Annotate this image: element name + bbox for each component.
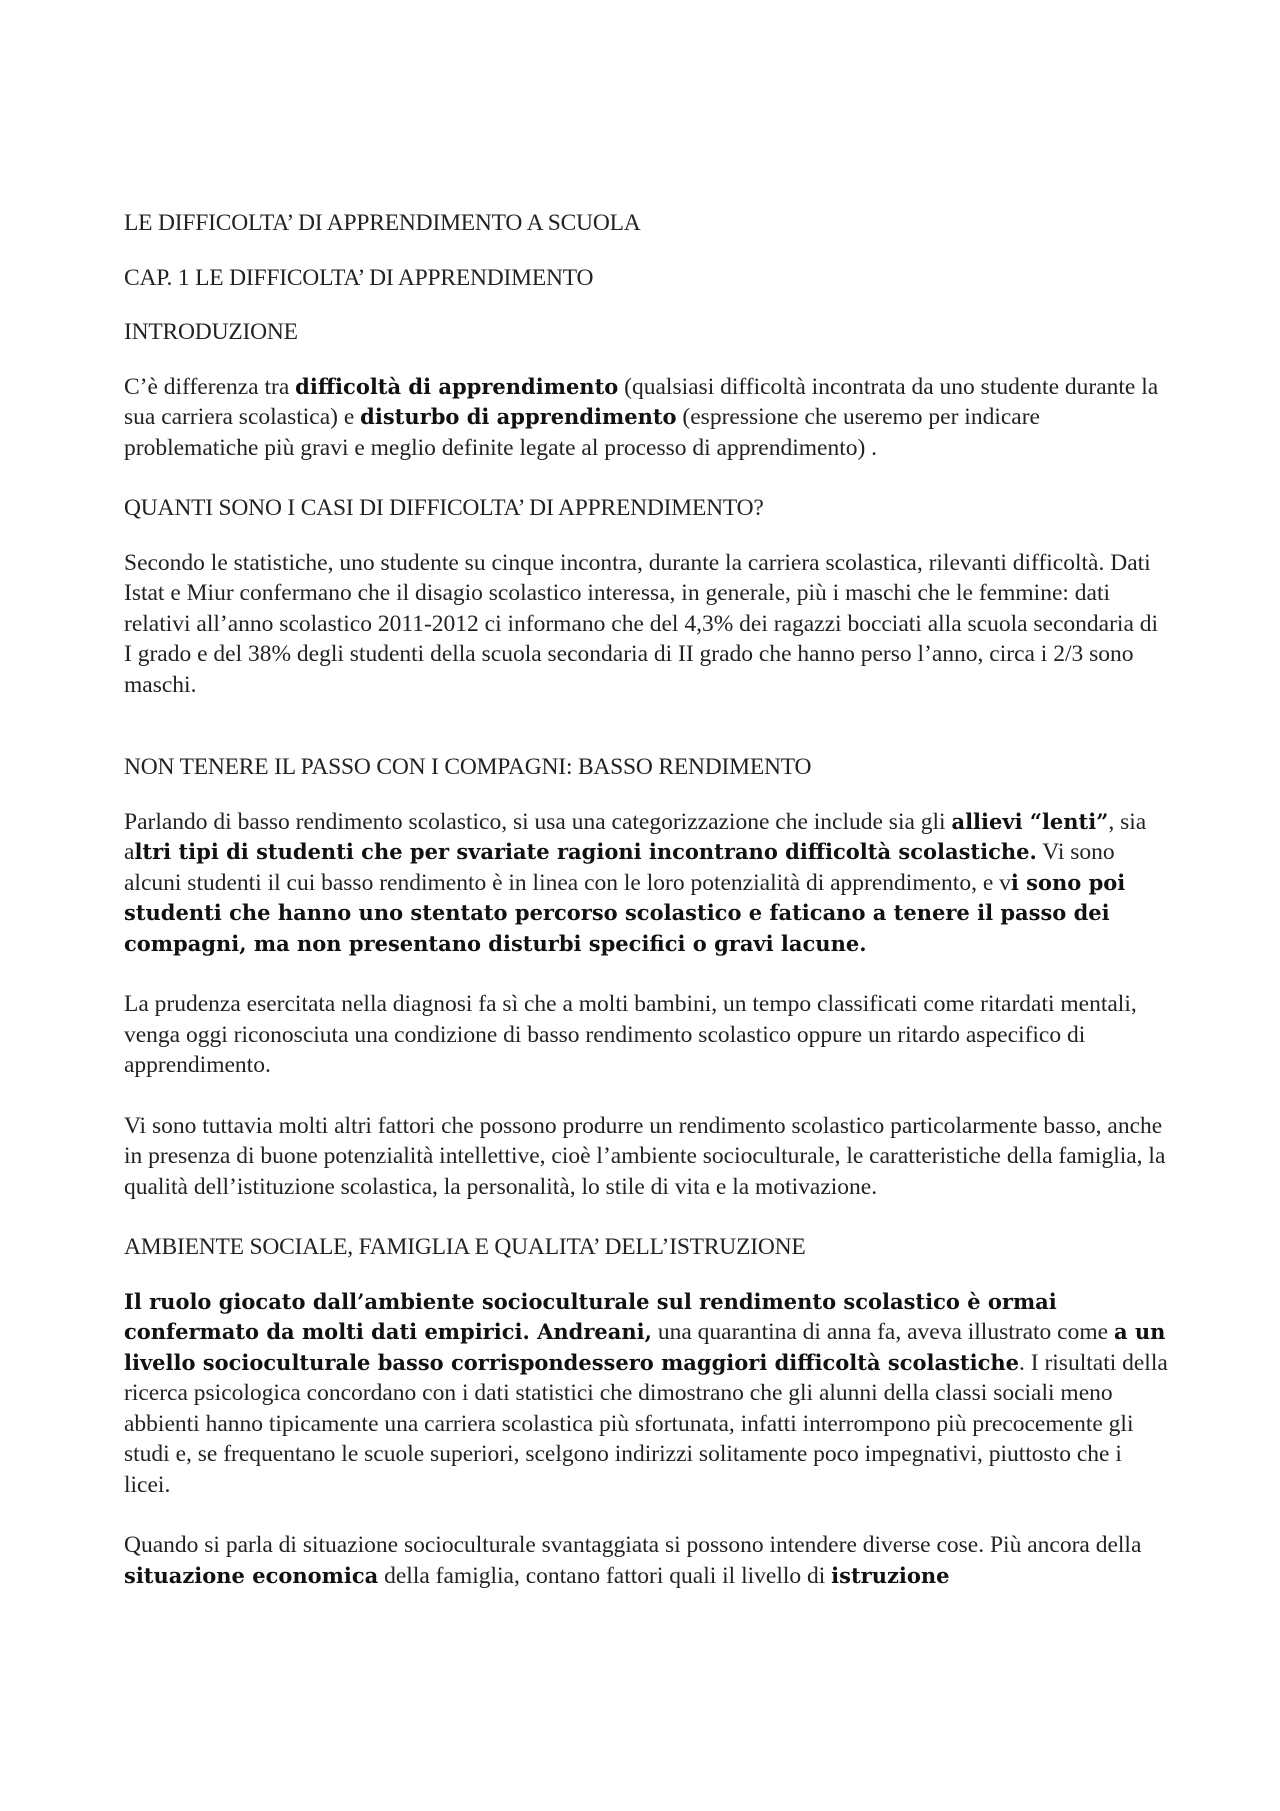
bold-run: a un livello socioculturale basso corrispondessero maggiori difficoltà scolastiche bbox=[124, 1319, 1166, 1375]
text-run: Parlando di basso rendimento scolastico, si usa una categorizzazione che include sia gli bbox=[124, 808, 952, 835]
bold-run: difficoltà di apprendimento bbox=[295, 373, 619, 399]
section-heading-ambiente-sociale: AMBIENTE SOCIALE, FAMIGLIA E QUALITA’ DELL’ISTRUZIONE bbox=[124, 1234, 806, 1260]
paragraph-prudenza: La prudenza esercitata nella diagnosi fa sì che a molti bambini, un tempo classificati come ritardati mentali, venga oggi riconosciuta una condizione di basso rendimento scolastico oppure un ritardo aspecifico di apprendimento. bbox=[124, 991, 1137, 1078]
paragraph-fattori: Vi sono tuttavia molti altri fattori che possono produrre un rendimento scolastico particolarmente basso, anche in presenza di buone potenzialità intellettive, cioè l’ambiente socioculturale, le caratteristiche della famiglia, la qualità dell’istituzione scolastica, la personalità, lo stile di vita e la motivazione. bbox=[124, 1112, 1166, 1200]
paragraph-ruolo bbox=[124, 1287, 1170, 1501]
text-run: . I risultati della ricerca psicologica concordano con i dati statistici che dimostrano che gli alunni della classi sociali meno abbienti hanno tipicamente una carriera scolastica più sfortunata, infatti interrompono più precocemente gli studi e, se frequentano le scuole superiori, scelgono indirizzi solitamente poco impegnativi, piuttosto che i licei. bbox=[124, 1349, 1168, 1498]
text-run: Quando si parla di situazione socioculturale svantaggiata si possono intendere diverse cose. Più ancora della bbox=[124, 1532, 1142, 1558]
text-run: della famiglia, contano fattori quali il livello di bbox=[378, 1562, 832, 1589]
bold-run: allievi “lenti” bbox=[951, 808, 1109, 834]
paragraph-statistiche: Secondo le statistiche, uno studente su cinque incontra, durante la carriera scolastica, rilevanti difficoltà. Dati Istat e Miur confermano che il disagio scolastico interessa, in generale, più i maschi che le femmine: dati relativi all’anno scolastico 2011-2012 ci informano che del 4,3% dei ragazzi bocciati alla scuola secondaria di I grado e del 38% degli studenti della scuola secondaria di II grado che hanno perso l’anno, circa i 2/3 sono maschi. bbox=[124, 549, 1159, 698]
paragraph-basso-rendimento bbox=[124, 807, 1170, 960]
text-run: , sia a bbox=[124, 808, 1147, 865]
paragraph-differenza bbox=[124, 372, 1170, 464]
text-run: Vi sono alcuni studenti il cui basso rendimento è in linea con le loro potenzialità di apprendimento, e v bbox=[124, 839, 1115, 896]
text-run: una quarantina di anna fa, aveva illustrato come bbox=[651, 1319, 1114, 1345]
paragraph-svantaggiata bbox=[124, 1530, 1170, 1591]
bold-run: disturbo di apprendimento bbox=[360, 404, 677, 429]
document-page bbox=[124, 208, 1170, 1621]
text-run: (qualsiasi difficoltà incontrata da uno studente durante la sua carriera scolastica) e bbox=[124, 373, 1159, 430]
bold-run: ltri tipi di studenti che per svariate ragioni incontrano difficoltà scolastiche. bbox=[134, 839, 1037, 864]
bold-run: Il ruolo giocato dall’ambiente socioculturale sul rendimento scolastico è ormai confermato da molti dati empirici. Andreani, bbox=[124, 1288, 1057, 1344]
document-title: LE DIFFICOLTA’ DI APPRENDIMENTO A SCUOLA bbox=[124, 210, 641, 236]
section-heading-quanti: QUANTI SONO I CASI DI DIFFICOLTA’ DI APPRENDIMENTO? bbox=[124, 495, 764, 521]
bold-run: situazione economica bbox=[124, 1562, 379, 1588]
text-run: C’è differenza tra bbox=[124, 373, 296, 400]
chapter-heading: CAP. 1 LE DIFFICOLTA’ DI APPRENDIMENTO bbox=[124, 264, 594, 291]
text-run: (espressione che useremo per indicare problematiche più gravi e meglio definite legate al processo di apprendimento) . bbox=[124, 404, 1040, 461]
section-heading-introduzione: INTRODUZIONE bbox=[124, 319, 298, 345]
bold-run: i sono poi studenti che hanno uno stentato percorso scolastico e faticano a tenere il passo dei compagni, ma non presentano disturbi specifici o gravi lacune. bbox=[124, 869, 1126, 956]
bold-run: istruzione bbox=[831, 1562, 950, 1588]
section-heading-basso-rendimento: NON TENERE IL PASSO CON I COMPAGNI: BASSO RENDIMENTO bbox=[124, 754, 812, 780]
